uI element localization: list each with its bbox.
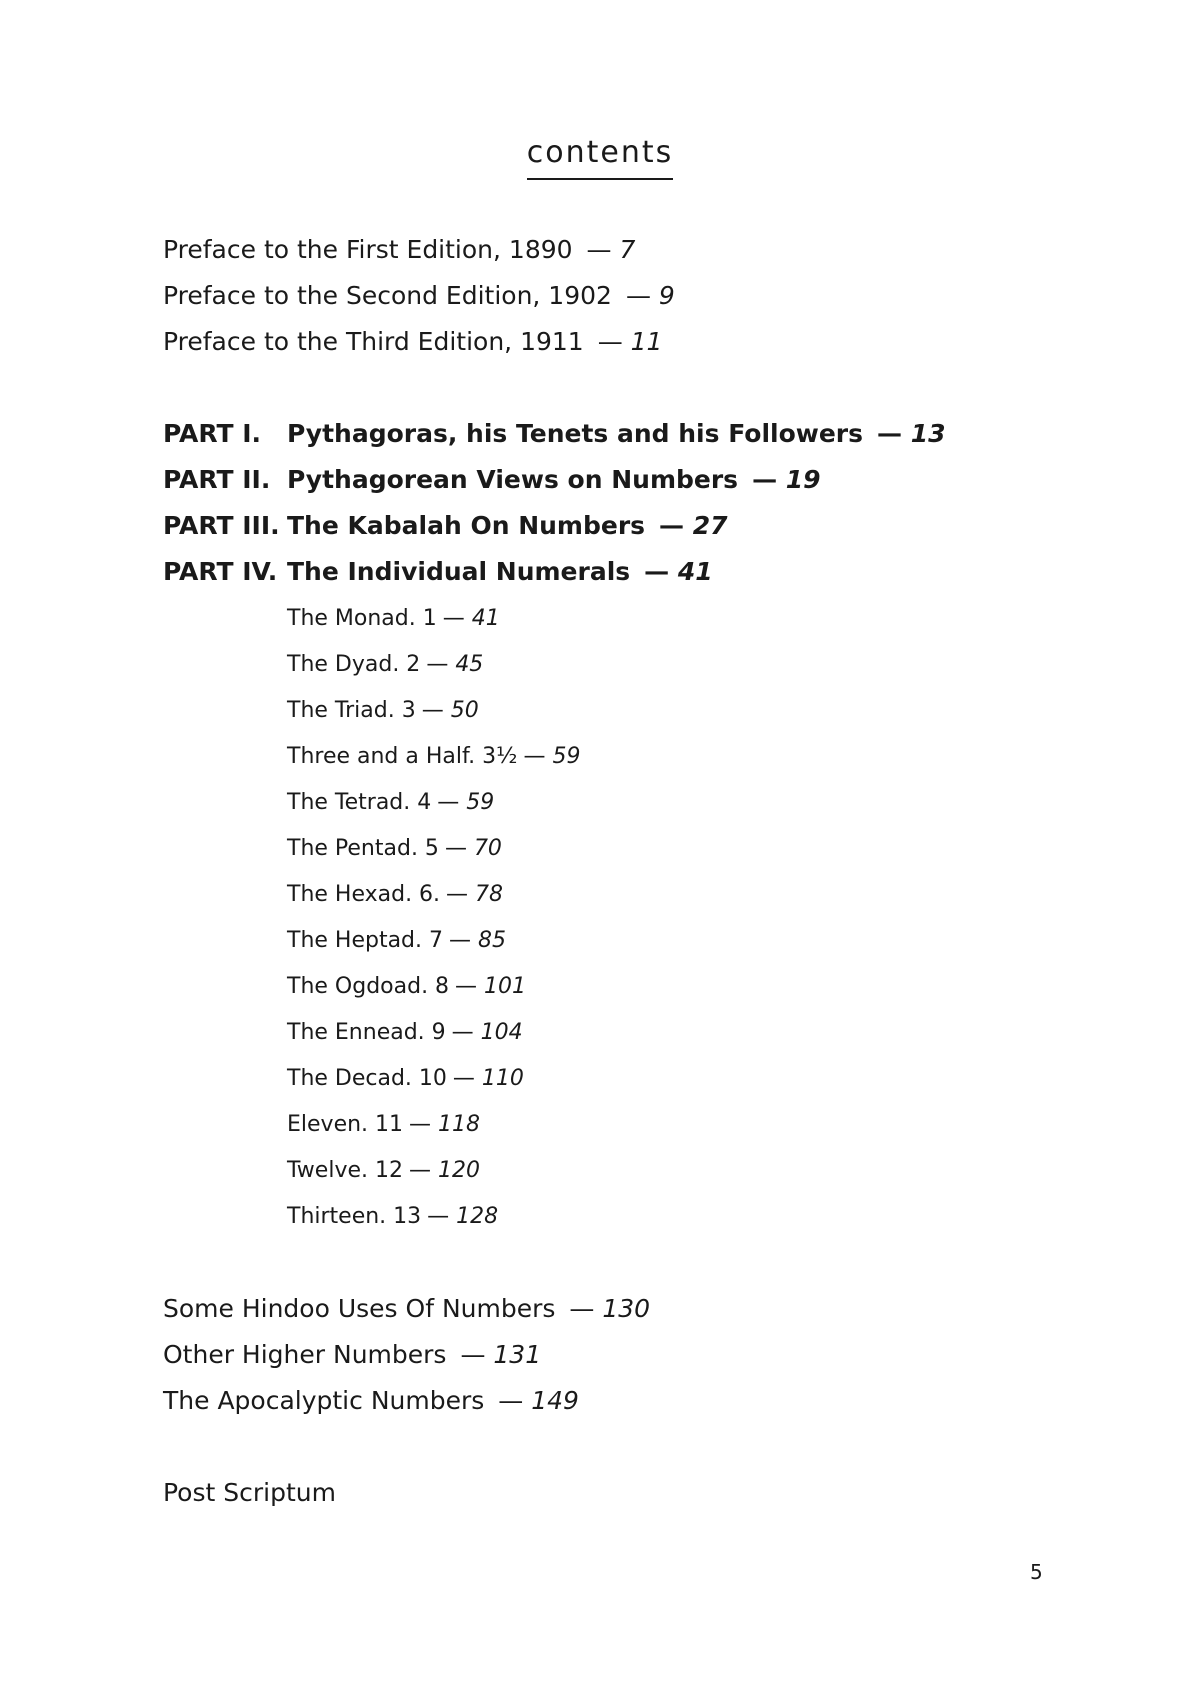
part-label: PART IV. — [163, 557, 278, 586]
entry-page: 11 — [630, 327, 663, 356]
part-title: The Individual Numerals — [287, 557, 631, 586]
entry-title: Preface to the First Edition, 1890 — [163, 235, 573, 264]
toc-part-2[interactable] — [163, 465, 821, 495]
toc-part-3[interactable] — [163, 511, 728, 541]
entry-title: The Triad. 3 — [287, 698, 416, 723]
toc-subentry-thirteen[interactable] — [287, 1203, 498, 1231]
toc-subentry-ogdoad[interactable] — [287, 973, 526, 1001]
toc-subentry-triad[interactable] — [287, 697, 479, 725]
entry-dash: — — [452, 1066, 475, 1091]
part-title: Pythagoras, his Tenets and his Followers — [287, 419, 864, 448]
entry-page: 45 — [455, 652, 484, 677]
entry-dash: — — [409, 1112, 432, 1137]
toc-entry-post-scriptum[interactable] — [163, 1478, 336, 1508]
toc-entry-hindoo-uses[interactable] — [163, 1294, 650, 1324]
entry-title: Thirteen. 13 — [287, 1204, 422, 1229]
entry-title: The Heptad. 7 — [287, 928, 444, 953]
entry-dash: — — [408, 1158, 431, 1183]
entry-dash: — — [444, 836, 467, 861]
entry-page: 110 — [481, 1066, 524, 1091]
entry-title: Post Scriptum — [163, 1478, 336, 1507]
entry-dash: — — [446, 882, 469, 907]
toc-subentry-twelve[interactable] — [287, 1157, 480, 1185]
entry-page: 130 — [602, 1294, 651, 1323]
entry-title: The Apocalyptic Numbers — [163, 1386, 485, 1415]
toc-subentry-eleven[interactable] — [287, 1111, 480, 1139]
toc-subentry-monad[interactable] — [287, 605, 500, 633]
entry-title: Other Higher Numbers — [163, 1340, 447, 1369]
toc-entry-preface-first[interactable] — [163, 235, 635, 265]
entry-dash: — — [877, 419, 903, 448]
entry-page: 85 — [478, 928, 507, 953]
page-title: contents — [527, 136, 674, 180]
entry-title: The Decad. 10 — [287, 1066, 447, 1091]
entry-page: 41 — [677, 557, 713, 586]
entry-dash: — — [498, 1386, 524, 1415]
toc-part-1[interactable] — [163, 419, 946, 449]
entry-page: 120 — [437, 1158, 480, 1183]
entry-page: 19 — [785, 465, 821, 494]
part-label: PART II. — [163, 465, 271, 494]
entry-title: The Hexad. 6. — [287, 882, 441, 907]
entry-dash: — — [659, 511, 685, 540]
entry-page: 41 — [471, 606, 500, 631]
toc-subentry-dyad[interactable] — [287, 651, 483, 679]
entry-dash: — — [597, 327, 623, 356]
entry-dash: — — [644, 557, 670, 586]
entry-page: 59 — [466, 790, 495, 815]
entry-dash: — — [460, 1340, 486, 1369]
entry-page: 70 — [473, 836, 502, 861]
toc-entry-apocalyptic-numbers[interactable] — [163, 1386, 579, 1416]
part-title: The Kabalah On Numbers — [287, 511, 646, 540]
part-title: Pythagorean Views on Numbers — [287, 465, 739, 494]
toc-subentry-pentad[interactable] — [287, 835, 502, 863]
entry-page: 13 — [910, 419, 946, 448]
entry-page: 78 — [475, 882, 504, 907]
toc-subentry-ennead[interactable] — [287, 1019, 523, 1047]
entry-title: The Ogdoad. 8 — [287, 974, 450, 999]
toc-entry-preface-second[interactable] — [163, 281, 675, 311]
toc-subentry-heptad[interactable] — [287, 927, 506, 955]
entry-page: 149 — [531, 1386, 579, 1415]
entry-dash: — — [569, 1294, 595, 1323]
toc-subentry-decad[interactable] — [287, 1065, 524, 1093]
toc-subentry-tetrad[interactable] — [287, 789, 494, 817]
entry-title: The Ennead. 9 — [287, 1020, 446, 1045]
entry-title: The Dyad. 2 — [287, 652, 421, 677]
entry-title: The Tetrad. 4 — [287, 790, 432, 815]
entry-page: 9 — [658, 281, 675, 310]
entry-title: The Monad. 1 — [287, 606, 437, 631]
entry-page: 131 — [493, 1340, 542, 1369]
entry-dash: — — [455, 974, 478, 999]
entry-dash: — — [451, 1020, 474, 1045]
entry-page: 118 — [438, 1112, 481, 1137]
entry-page: 7 — [619, 235, 636, 264]
toc-subentry-hexad[interactable] — [287, 881, 503, 909]
entry-title: Preface to the Second Edition, 1902 — [163, 281, 612, 310]
contents-heading-wrap — [0, 136, 1200, 180]
entry-title: Preface to the Third Edition, 1911 — [163, 327, 584, 356]
entry-title: Eleven. 11 — [287, 1112, 404, 1137]
entry-page: 27 — [692, 511, 728, 540]
toc-entry-higher-numbers[interactable] — [163, 1340, 541, 1370]
entry-page: 128 — [456, 1204, 499, 1229]
part-label: PART III. — [163, 511, 280, 540]
toc-subentry-three-and-a-half[interactable] — [287, 743, 580, 771]
entry-title: Twelve. 12 — [287, 1158, 403, 1183]
entry-dash: — — [437, 790, 460, 815]
entry-dash: — — [426, 652, 449, 677]
entry-dash: — — [752, 465, 778, 494]
entry-dash: — — [449, 928, 472, 953]
toc-entry-preface-third[interactable] — [163, 327, 662, 357]
entry-dash: — — [427, 1204, 450, 1229]
toc-part-4[interactable] — [163, 557, 713, 587]
entry-title: Some Hindoo Uses Of Numbers — [163, 1294, 556, 1323]
entry-title: The Pentad. 5 — [287, 836, 439, 861]
entry-dash: — — [442, 606, 465, 631]
entry-page: 59 — [552, 744, 581, 769]
entry-title: Three and a Half. 3½ — [287, 744, 518, 769]
entry-page: 104 — [480, 1020, 523, 1045]
page-number: 5 — [1030, 1560, 1043, 1584]
part-label: PART I. — [163, 419, 262, 448]
entry-page: 101 — [484, 974, 527, 999]
entry-page: 50 — [450, 698, 479, 723]
entry-dash: — — [586, 235, 612, 264]
entry-dash: — — [625, 281, 651, 310]
entry-dash: — — [523, 744, 546, 769]
entry-dash: — — [421, 698, 444, 723]
